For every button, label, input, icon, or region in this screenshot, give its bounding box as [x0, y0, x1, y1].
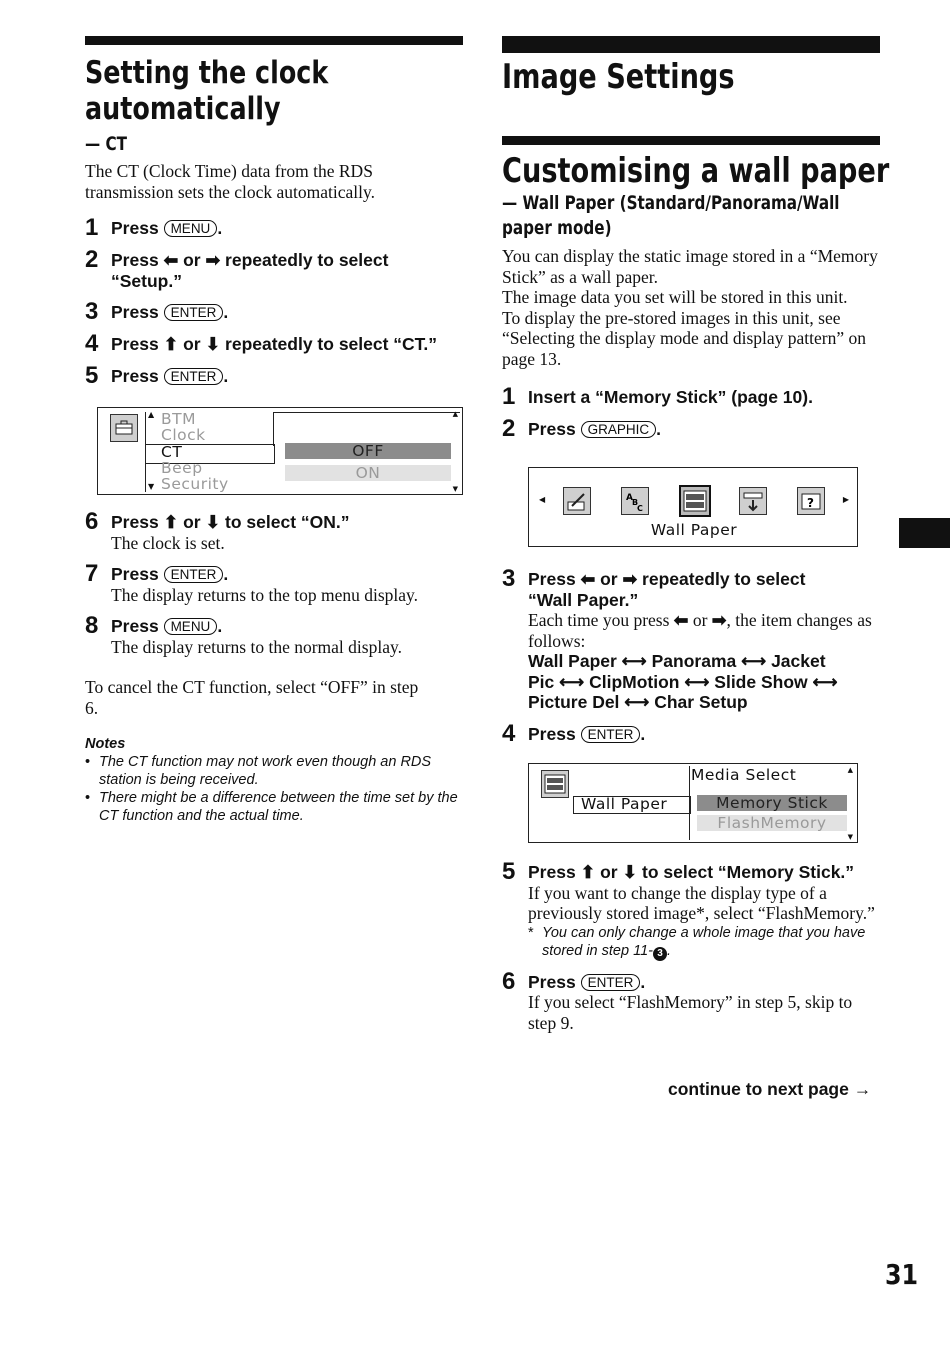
step-1 — [502, 383, 880, 410]
enter-key: ENTER — [581, 974, 641, 991]
menu-item-security: Security — [161, 475, 229, 493]
section-subtitle-line1: — Wall Paper (Standard/Panorama/Wall — [502, 192, 840, 214]
step-text-post: repeatedly to select — [642, 569, 806, 589]
or-text: or — [183, 512, 201, 532]
step-description-post: , the item changes as follows: — [528, 610, 872, 651]
menu-item-ct: CT — [161, 443, 183, 461]
down-arrow-icon: ⬇ — [622, 862, 638, 882]
down-arrow-icon: ⬇ — [205, 512, 221, 532]
or-text: or — [600, 569, 618, 589]
step-number: 3 — [85, 298, 99, 325]
section-title-line1: Setting the clock — [85, 55, 329, 91]
step-7 — [85, 560, 463, 605]
or-text: or — [692, 610, 708, 630]
enter-key: ENTER — [581, 726, 641, 743]
step-text: Press — [111, 250, 159, 270]
intro-text-2: The image data you set will be stored in this unit. — [502, 287, 848, 307]
step-text-post: repeatedly to select — [225, 250, 389, 270]
footnote-text: You can only change a whole image that you have stored in step 11- — [542, 924, 866, 959]
option-flashmemory: FlashMemory — [697, 815, 847, 831]
step-number: 5 — [85, 362, 99, 389]
step-text: Press — [528, 419, 576, 439]
step-text: Press — [111, 512, 159, 532]
menu-item-clock: Clock — [161, 426, 206, 444]
enter-key: ENTER — [164, 304, 224, 321]
sequence-line2: Pic ⟷ ClipMotion ⟷ Slide Show ⟷ — [528, 671, 838, 692]
step-number: 8 — [85, 612, 99, 639]
scroll-up-icon: ▲ — [847, 766, 853, 774]
step-description: The display returns to the normal display. — [111, 636, 402, 657]
right-column-lower — [502, 565, 880, 747]
svg-text:B: B — [632, 498, 639, 507]
step-text-post: to select “ON.” — [225, 512, 350, 532]
step-text: Press — [111, 366, 159, 386]
note-1 — [85, 753, 463, 789]
scroll-right-icon: ▶ — [842, 495, 849, 504]
svg-text:?: ? — [807, 496, 814, 510]
step-5 — [502, 858, 880, 961]
step-number: 6 — [85, 508, 99, 535]
step-6 — [502, 967, 880, 1034]
step-text: Press — [111, 302, 159, 322]
punct: . — [223, 302, 229, 322]
option-on: ON — [285, 465, 451, 481]
option-off: OFF — [285, 443, 451, 459]
notes-title: Notes — [85, 736, 126, 752]
media-select-header: Media Select — [691, 766, 797, 784]
scrollbar-up-icon: ▲ — [452, 410, 458, 418]
chapter-tab — [899, 518, 950, 548]
step-number: 1 — [502, 383, 516, 410]
punct: . — [640, 723, 646, 744]
char-abc-icon — [621, 487, 649, 515]
left-arrow-icon: ⬅ — [163, 250, 179, 270]
step-description: If you want to change the display type of a previously stored image*, select “FlashMemory.” — [528, 882, 875, 923]
scroll-down-icon: ▼ — [847, 833, 853, 841]
step-3 — [85, 298, 463, 325]
right-column — [502, 36, 890, 442]
scroll-up-icon: ▲ — [148, 410, 155, 419]
section-bar — [85, 36, 463, 45]
step-8 — [85, 612, 463, 657]
left-arrow-icon: ⬅ — [673, 610, 689, 630]
or-text: or — [600, 862, 618, 882]
left-column-lower — [85, 508, 463, 825]
step-text-post: to select “Memory Stick.” — [642, 862, 855, 882]
menu-item-btm: BTM — [161, 410, 196, 428]
right-column-bottom — [502, 858, 880, 1033]
step-text-line2: “Wall Paper.” — [528, 589, 639, 610]
option-frame — [273, 412, 460, 446]
up-arrow-icon: ⬆ — [580, 862, 596, 882]
punct: . — [217, 616, 223, 636]
step-text: Press — [528, 569, 576, 589]
punct: . — [223, 564, 229, 584]
circled-number: 3 — [653, 947, 667, 961]
wall-paper-edit-icon — [563, 487, 591, 515]
step-text: Press — [528, 862, 576, 882]
punct: . — [666, 942, 671, 959]
scroll-left-icon: ◀ — [539, 495, 546, 504]
up-arrow-icon: ⬆ — [163, 512, 179, 532]
lcd-wall-paper-label: Wall Paper — [581, 795, 668, 813]
sequence-line3: Picture Del ⟷ Char Setup — [528, 692, 748, 712]
step-number: 7 — [85, 560, 99, 587]
step-5 — [85, 362, 463, 389]
step-text-line2: “Setup.” — [111, 270, 182, 291]
scroll-down-icon: ▼ — [148, 482, 155, 491]
punct: . — [640, 971, 646, 992]
menu-item-beep: Beep — [161, 459, 203, 477]
footnote — [528, 924, 880, 961]
svg-text:C: C — [637, 504, 643, 513]
title-bar — [502, 36, 880, 53]
note-text: There might be a difference between the time set by the CT function and the actual time. — [99, 790, 458, 824]
step-description: The clock is set. — [111, 532, 225, 553]
step-text: Press — [528, 723, 576, 744]
enter-key: ENTER — [164, 368, 224, 385]
punct: . — [656, 419, 661, 439]
scrollbar-down-icon: ▼ — [452, 485, 458, 493]
intro-text-1: You can display the static image stored in a “Memory Stick” as a wall paper. — [502, 246, 878, 287]
graphic-key: GRAPHIC — [581, 421, 657, 438]
punct: . — [217, 218, 223, 238]
intro-text-3: To display the pre-stored images in this unit, see “Selecting the display mode and display pattern” on page 13. — [502, 307, 866, 369]
bullet: • — [85, 754, 91, 770]
step-text: Insert a “Memory Stick” (page 10). — [528, 387, 813, 407]
right-arrow-icon: ➡ — [205, 250, 221, 270]
lcd-label: Wall Paper — [650, 521, 738, 539]
right-arrow-icon: ➡ — [711, 610, 727, 630]
wall-paper-small-icon — [541, 770, 569, 798]
step-number: 2 — [502, 415, 516, 442]
note-text: The CT function may not work even though an RDS station is being received. — [99, 754, 432, 788]
step-6 — [85, 508, 463, 553]
sequence-line1: Wall Paper ⟷ Panorama ⟷ Jacket — [528, 651, 826, 671]
or-text: or — [183, 334, 201, 354]
step-number: 4 — [85, 330, 99, 357]
step-number: 5 — [502, 858, 516, 885]
toolbox-icon — [110, 414, 138, 442]
lcd-graphic-menu — [528, 467, 858, 547]
left-column — [85, 36, 463, 387]
step-number: 4 — [502, 719, 516, 747]
step-number: 2 — [85, 246, 99, 273]
step-1 — [85, 214, 463, 241]
section-title: Customising a wall paper — [502, 151, 890, 191]
intro-text: The CT (Clock Time) data from the RDS transmission sets the clock automatically. — [85, 161, 375, 202]
page-number: 31 — [885, 1258, 919, 1291]
up-arrow-icon: ⬆ — [163, 334, 179, 354]
step-4 — [85, 330, 463, 357]
slide-icon — [739, 487, 767, 515]
page-title: Image Settings — [502, 57, 735, 97]
section-bar — [502, 136, 880, 145]
left-arrow-icon: ⬅ — [580, 569, 596, 589]
step-text: Press — [111, 616, 159, 636]
wall-paper-icon — [679, 485, 711, 517]
bullet: • — [85, 790, 91, 806]
enter-key: ENTER — [164, 566, 224, 583]
footnote-mark: * — [528, 924, 534, 941]
step-description: The display returns to the top menu display. — [111, 584, 419, 605]
punct: . — [223, 366, 229, 386]
note-2 — [85, 789, 463, 825]
right-arrow-icon: ➡ — [622, 569, 638, 589]
step-number: 6 — [502, 967, 516, 995]
or-text: or — [183, 250, 201, 270]
step-2 — [85, 246, 463, 291]
step-text: Press — [528, 971, 576, 992]
down-arrow-icon: ⬇ — [205, 334, 221, 354]
menu-key: MENU — [164, 618, 218, 635]
lcd-clock-menu — [97, 407, 463, 495]
step-text: Press — [111, 334, 159, 354]
step-text: Press — [111, 218, 159, 238]
step-description: If you select “FlashMemory” in step 5, skip to step 9. — [528, 992, 853, 1033]
step-4 — [502, 719, 880, 747]
section-subtitle-line2: paper mode) — [502, 217, 612, 239]
continue-link: continue to next page → — [668, 1079, 872, 1099]
cancel-text: To cancel the CT function, select “OFF” in step 6. — [85, 677, 419, 718]
step-number: 1 — [85, 214, 99, 241]
svg-text:A: A — [626, 493, 633, 503]
option-memory-stick: Memory Stick — [697, 795, 847, 811]
lcd-media-select — [528, 763, 858, 843]
step-text: Press — [111, 564, 159, 584]
step-number: 3 — [502, 565, 516, 592]
step-3 — [502, 565, 880, 713]
step-description: Each time you press — [528, 610, 670, 630]
setup-icon — [797, 487, 825, 515]
section-subtitle: — CT — [85, 133, 128, 155]
step-text-post: repeatedly to select “CT.” — [225, 334, 438, 354]
menu-key: MENU — [164, 220, 218, 237]
section-title-line2: automatically — [85, 91, 281, 127]
step-2 — [502, 415, 880, 442]
